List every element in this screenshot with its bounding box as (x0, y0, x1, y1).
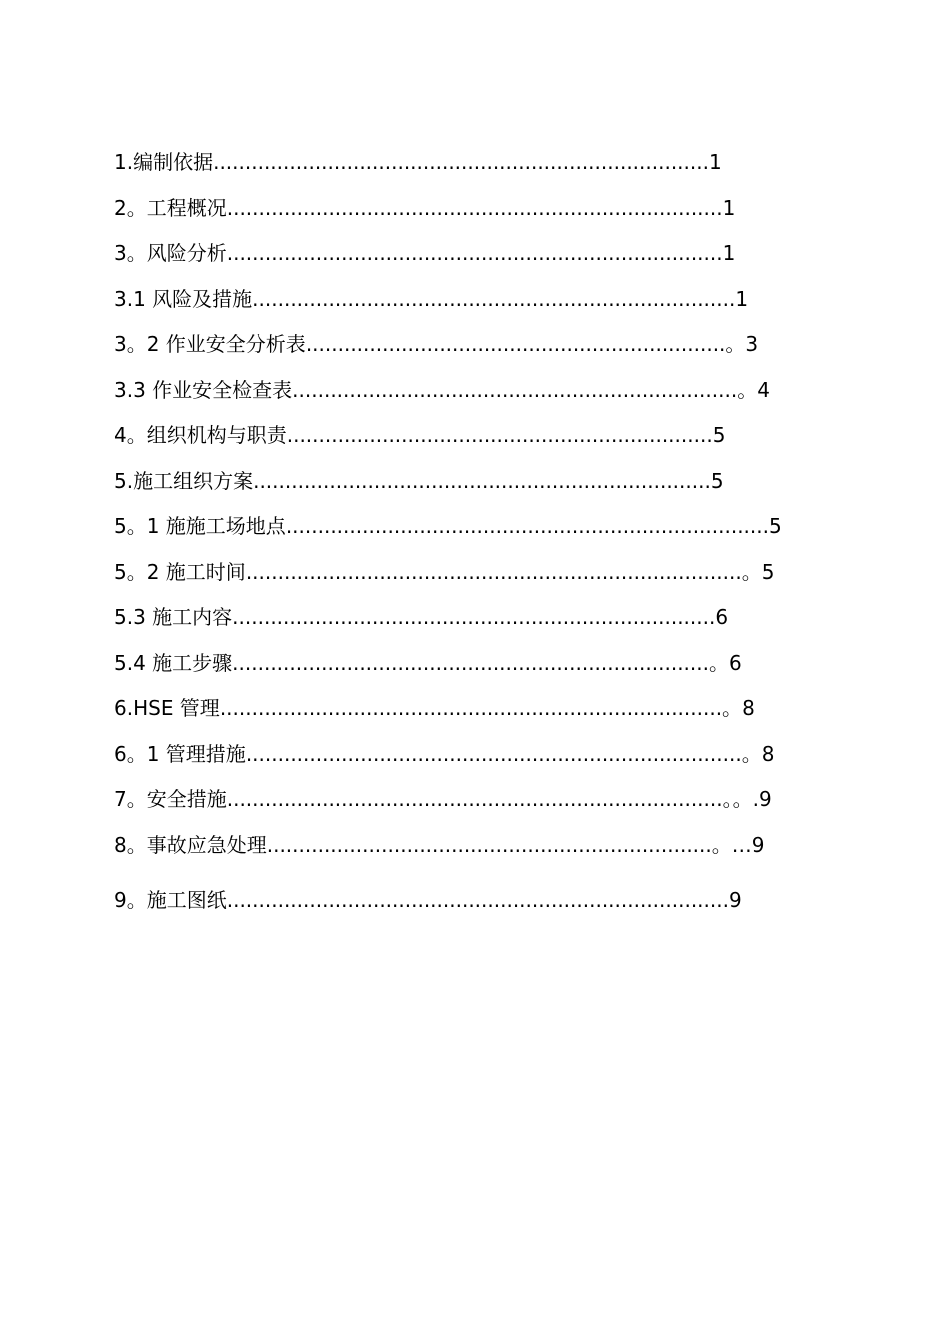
toc-entry-leader: ........................................................................... (252, 287, 729, 311)
toc-entry-leader: ........................................................................ (253, 469, 711, 493)
toc-entry-6-1[interactable] (114, 742, 774, 766)
toc-entry-title: 4。组织机构与职责 (114, 423, 287, 447)
toc-entry-leader: .............................................................................. (213, 150, 709, 174)
toc-entry-3-1[interactable] (114, 287, 748, 311)
toc-entry-title: 1.编制依据 (114, 150, 214, 174)
toc-entry-leader: ......................................................................。 (266, 833, 732, 857)
toc-entry-page: 5 (761, 560, 775, 584)
toc-entry-leader: ..............................................................................。。 (226, 787, 753, 811)
toc-entry-title: 5.施工组织方案 (114, 469, 254, 493)
toc-entry-title: 5。2 施工时间 (114, 560, 246, 584)
toc-entry-page: .1 (728, 287, 749, 311)
toc-entry-leader: ...............................................................................。 (219, 696, 743, 720)
toc-entry-title: 7。安全措施 (114, 787, 227, 811)
toc-entry-5-2[interactable] (114, 560, 774, 584)
toc-entry-title: 3。风险分析 (114, 241, 227, 265)
toc-entry-1[interactable] (114, 150, 722, 174)
toc-entry-page: .9 (752, 787, 772, 811)
toc-entry-page: 1 (708, 150, 722, 174)
toc-entry-leader: ............................................................................ (232, 605, 716, 629)
toc-entry-2[interactable] (114, 196, 735, 220)
toc-entry-page: 6 (728, 651, 742, 675)
toc-entry-page: 9 (728, 888, 742, 912)
toc-entry-4[interactable] (114, 423, 725, 447)
toc-entry-3-3[interactable] (114, 378, 770, 402)
toc-entry-leader: ............................................................................ (285, 514, 769, 538)
toc-entry-5[interactable] (114, 469, 724, 493)
toc-entry-page: 1 (722, 241, 736, 265)
toc-entry-page: 8 (761, 742, 775, 766)
toc-entry-page: 8 (742, 696, 755, 720)
toc-entry-leader: ..............................................................................。 (245, 742, 762, 766)
toc-entry-title: 2。工程概况 (114, 196, 227, 220)
toc-entry-7[interactable] (114, 787, 772, 811)
toc-entry-leader: .............................................................................. (226, 196, 723, 220)
toc-entry-page: 5 (768, 514, 782, 538)
toc-entry-page: 3 (745, 332, 759, 356)
toc-entry-page: …9 (731, 833, 765, 857)
toc-entry-page: 6 (715, 605, 729, 629)
toc-entry-leader: ......................................................................。 (292, 378, 758, 402)
toc-entry-leader: ...........................................................................。 (232, 651, 729, 675)
toc-entry-title: 3.3 作业安全检查表 (114, 378, 293, 402)
toc-entry-leader: ..................................................................。 (305, 332, 746, 356)
toc-entry-title: 6.HSE 管理 (114, 696, 220, 720)
toc-entry-leader: .............................................................................. (226, 241, 723, 265)
toc-entry-page: 5 (712, 423, 726, 447)
toc-entry-title: 5。1 施施工场地点 (114, 514, 286, 538)
toc-entry-page: 4 (757, 378, 770, 402)
toc-entry-title: 5.3 施工内容 (114, 605, 233, 629)
toc-entry-leader: ................................................................... (286, 423, 713, 447)
toc-entry-title: 9。施工图纸 (114, 888, 227, 912)
toc-entry-page: 5 (710, 469, 724, 493)
toc-entry-page: 1 (722, 196, 736, 220)
toc-entry-6[interactable] (114, 696, 755, 720)
toc-entry-title: 6。1 管理措施 (114, 742, 246, 766)
toc-entry-5-1[interactable] (114, 514, 782, 538)
toc-entry-5-3[interactable] (114, 605, 728, 629)
toc-entry-title: 5.4 施工步骤 (114, 651, 233, 675)
toc-entry-title: 8。事故应急处理 (114, 833, 267, 857)
toc-entry-5-4[interactable] (114, 651, 742, 675)
toc-entry-3-2[interactable] (114, 332, 758, 356)
toc-entry-leader: ..............................................................................。 (245, 560, 762, 584)
toc-entry-title: 3。2 作业安全分析表 (114, 332, 306, 356)
toc-entry-3[interactable] (114, 241, 735, 265)
toc-entry-leader: ............................................................................... (226, 888, 729, 912)
toc-entry-title: 3.1 风险及措施 (114, 287, 253, 311)
toc-entry-9[interactable] (114, 888, 742, 912)
toc-entry-8[interactable] (114, 833, 765, 857)
